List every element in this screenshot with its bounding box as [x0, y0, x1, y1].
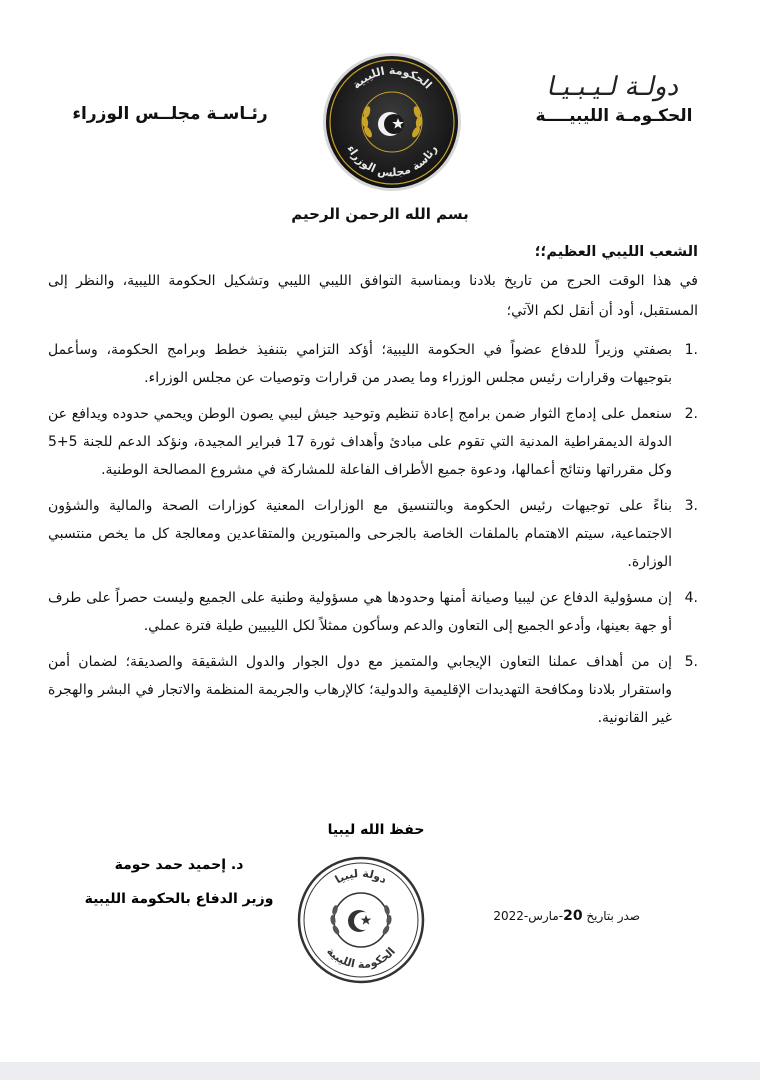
list-item: [48, 492, 698, 576]
list-item: [48, 584, 698, 640]
item-text: بناءً على توجيهات رئيس الحكومة وبالتنسيق مع الوزارات المعنية كوزارات الصحة والمالية والشؤون الاجتماعية، سيتم الاهتمام بالملفات الخاصة بالجرحى والمبتورين والمتقاعدين ومعالجة كل ما يخص منتسبي الوزارة.: [48, 498, 672, 570]
item-number: 1.: [684, 342, 698, 358]
closing-phrase: حفظ الله ليبيا: [327, 822, 425, 838]
item-text: إن من أهداف عملنا التعاون الإيجابي والمتميز مع دول الجوار والدول الشقيقة والصديقة؛ لضمان أمن واستقرار بلادنا ومكافحة التهديدات الإقليمية والدولية؛ كالإرهاب والجريمة المنظمة والاتجار في البشر والهجرة غير القانونية.: [48, 654, 672, 726]
item-text: سنعمل على إدماج الثوار ضمن برامج إعادة تنظيم وتوحيد جيش ليبي يصون الوطن ويحمي حدوده ويدافع عن الدولة الديمقراطية المدنية التي تقوم على مبادئ وأهداف ثورة 17 فبراير المجيدة، ونؤكد الدعم للجنة 5+5 وكل مقرراتها ونتائج أعمالها، ودعوة جميع الأطراف الفاعلة للمشاركة في مشروع المصالحة الوطنية.: [48, 406, 673, 478]
basmala: بسم الله الرحمن الرحيم: [291, 205, 469, 223]
list-item: [48, 336, 698, 392]
issue-date-prefix: صدر بتاريخ: [586, 909, 640, 923]
stamp-bottom-text: الحكومة الليبية: [324, 944, 398, 972]
presidency-seal-icon: [322, 52, 462, 192]
signatory-name: د. إحميد حمد حومة: [114, 857, 244, 873]
signature-block: [84, 848, 274, 916]
issue-date-rest: -مارس-2022: [493, 909, 564, 923]
item-text: إن مسؤولية الدفاع عن ليبيا وصيانة أمنها وحدودها هي مسؤولية وطنية على الجميع وليست حصراً على طرف أو جهة بعينها، وأدعو الجميع إلى التعاون والدعم وسأكون ممثلاً لكل الليبيين طيلة فترة عملي.: [48, 590, 672, 634]
list-item: [48, 400, 698, 484]
item-number: 4.: [684, 590, 698, 606]
issue-date: [480, 908, 640, 924]
government-name: الحكـومـة الليبيــــة: [535, 106, 693, 126]
government-stamp-icon: [296, 855, 426, 985]
item-number: 3.: [684, 498, 698, 514]
intro-paragraph: في هذا الوقت الحرج من تاريخ بلادنا وبمناسبة التوافق الليبي الليبي وتشكيل الحكومة الليبية، والنظر إلى المستقبل، أود أن أنقل لكم الآتي؛: [48, 273, 698, 319]
stamp-top-text: دولة ليبيا: [332, 866, 390, 887]
svg-text:الحكومة الليبية: [324, 945, 398, 971]
list-item: [48, 648, 698, 732]
header-right: [514, 72, 714, 126]
svg-text:دولة ليبيا: [333, 867, 390, 887]
issue-date-day: 20: [563, 908, 583, 924]
seal-top-text: الحكومة الليبية: [349, 63, 435, 92]
greeting: الشعب الليبي العظيم؛؛: [534, 244, 698, 260]
seal-bottom-text: رئاسة مجلس الوزراء: [344, 142, 440, 180]
item-text: بصفتي وزيراً للدفاع عضواً في الحكومة الليبية؛ أؤكد التزامي بتنفيذ خطط وبرامج الحكومة، وسأعمل بتوجيهات وقرارات رئيس مجلس الوزراء وما يصدر من قرارات وتوصيات عن مجلس الوزراء.: [48, 342, 672, 386]
item-number: 5.: [684, 654, 698, 670]
letter-body: [48, 240, 698, 740]
presidency-title: رئـاسـة مجلــس الوزراء: [72, 104, 268, 124]
state-name: دولـة لـيـبـيـا: [544, 72, 684, 102]
signatory-title: وزير الدفاع بالحكومة الليبية: [84, 891, 274, 907]
item-number: 2.: [684, 406, 698, 422]
